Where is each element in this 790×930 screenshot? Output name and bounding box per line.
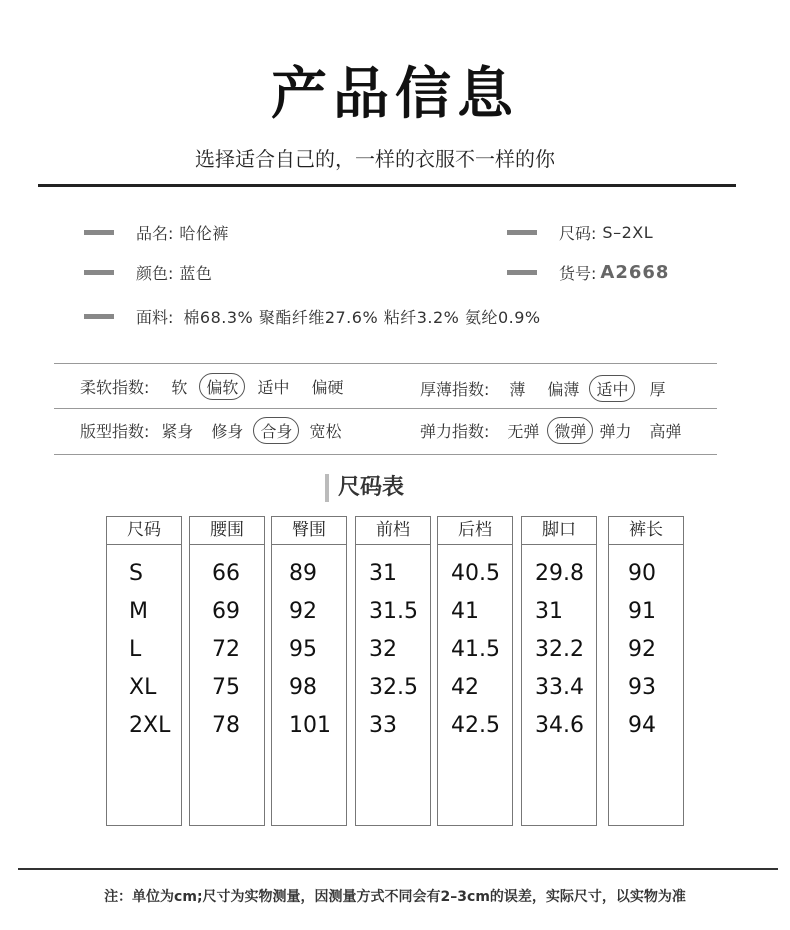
thickness-option: 偏薄	[547, 379, 580, 399]
info-fabric	[84, 304, 541, 328]
name-label: 品名:	[136, 223, 174, 243]
thickness-option: 厚	[649, 379, 666, 399]
size-cell: L	[129, 637, 142, 662]
waist-cell: 75	[212, 675, 240, 700]
back-rise-cell: 42	[451, 675, 479, 700]
waist-cell: 78	[212, 713, 240, 738]
thickness-option: 薄	[509, 379, 526, 399]
fabric-value: 棉68.3% 聚酯纤维27.6% 粘纤3.2% 氨纶0.9%	[183, 307, 541, 327]
front-rise-cell: 33	[369, 713, 397, 738]
length-cell: 92	[628, 637, 656, 662]
color-label: 颜色:	[136, 263, 174, 283]
thickness-option-selected: 适中	[589, 375, 635, 402]
column-header: 前档	[356, 517, 430, 545]
dash-icon	[84, 314, 114, 319]
front-rise-cell: 32.5	[369, 675, 418, 700]
softness-option-selected: 偏软	[199, 373, 245, 400]
hip-column	[271, 516, 347, 826]
column-header: 尺码	[107, 517, 181, 545]
thickness-index	[420, 374, 665, 402]
softness-option: 偏硬	[311, 377, 344, 397]
info-name	[84, 220, 229, 244]
column-header: 腰围	[190, 517, 264, 545]
back-rise-cell: 41	[451, 599, 479, 624]
hip-cell: 95	[289, 637, 317, 662]
fit-option: 紧身	[161, 421, 194, 441]
leg-opening-cell: 32.2	[535, 637, 584, 662]
size-cell: 2XL	[129, 713, 171, 738]
fit-option: 宽松	[309, 421, 342, 441]
waist-cell: 66	[212, 561, 240, 586]
hip-cell: 101	[289, 713, 331, 738]
color-value: 蓝色	[179, 263, 213, 283]
fit-option-selected: 合身	[253, 417, 299, 444]
size-cell: S	[129, 561, 143, 586]
dash-icon	[84, 230, 114, 235]
front-rise-cell: 31.5	[369, 599, 418, 624]
fit-option: 修身	[211, 421, 244, 441]
front-rise-column	[355, 516, 431, 826]
indices-bottom-divider	[54, 454, 717, 455]
leg-opening-column	[521, 516, 597, 826]
header-divider	[38, 184, 736, 187]
waist-cell: 72	[212, 637, 240, 662]
size-value: S–2XL	[602, 222, 654, 242]
sku-label: 货号:	[559, 263, 597, 283]
size-cell: M	[129, 599, 148, 624]
waist-cell: 69	[212, 599, 240, 624]
page-title: 产品信息	[271, 62, 519, 127]
fit-label: 版型指数:	[80, 421, 150, 441]
info-color	[84, 260, 212, 284]
column-header: 裤长	[609, 517, 683, 545]
softness-index	[80, 372, 343, 400]
thickness-label: 厚薄指数:	[420, 379, 490, 399]
column-header: 脚口	[522, 517, 596, 545]
column-header: 臀围	[272, 517, 346, 545]
size-chart-title: 尺码表	[325, 474, 404, 502]
back-rise-cell: 42.5	[451, 713, 500, 738]
dash-icon	[507, 230, 537, 235]
hip-cell: 92	[289, 599, 317, 624]
leg-opening-cell: 29.8	[535, 561, 584, 586]
length-cell: 91	[628, 599, 656, 624]
back-rise-cell: 40.5	[451, 561, 500, 586]
fabric-label: 面料:	[136, 307, 174, 327]
length-cell: 94	[628, 713, 656, 738]
softness-label: 柔软指数:	[80, 377, 150, 397]
info-sku	[507, 260, 669, 284]
elasticity-index	[420, 416, 681, 444]
footer-note: 注：单位为cm;尺寸为实物测量，因测量方式不同会有2–3cm的误差，实际尺寸，以实物为准	[104, 889, 686, 905]
elasticity-option: 高弹	[649, 421, 682, 441]
elasticity-option: 无弹	[507, 421, 540, 441]
back-rise-column	[437, 516, 513, 826]
length-cell: 93	[628, 675, 656, 700]
info-size	[507, 220, 653, 244]
front-rise-cell: 32	[369, 637, 397, 662]
dash-icon	[84, 270, 114, 275]
indices-mid-divider	[54, 408, 717, 409]
footer-divider	[18, 868, 778, 870]
leg-opening-cell: 33.4	[535, 675, 584, 700]
size-column	[106, 516, 182, 826]
dash-icon	[507, 270, 537, 275]
size-label: 尺码:	[559, 223, 597, 243]
softness-option: 软	[171, 377, 188, 397]
elasticity-label: 弹力指数:	[420, 421, 490, 441]
hip-cell: 89	[289, 561, 317, 586]
leg-opening-cell: 31	[535, 599, 563, 624]
hip-cell: 98	[289, 675, 317, 700]
fit-index	[80, 416, 341, 444]
elasticity-option-selected: 微弹	[547, 417, 593, 444]
length-cell: 90	[628, 561, 656, 586]
front-rise-cell: 31	[369, 561, 397, 586]
softness-option: 适中	[257, 377, 290, 397]
column-header: 后档	[438, 517, 512, 545]
back-rise-cell: 41.5	[451, 637, 500, 662]
waist-column	[189, 516, 265, 826]
name-value: 哈伦裤	[179, 223, 229, 243]
page-subtitle: 选择适合自己的，一样的衣服不一样的你	[195, 147, 555, 171]
elasticity-option: 弹力	[599, 421, 632, 441]
sku-value: A2668	[600, 261, 670, 283]
size-cell: XL	[129, 675, 157, 700]
length-column	[608, 516, 684, 826]
leg-opening-cell: 34.6	[535, 713, 584, 738]
indices-top-divider	[54, 363, 717, 364]
